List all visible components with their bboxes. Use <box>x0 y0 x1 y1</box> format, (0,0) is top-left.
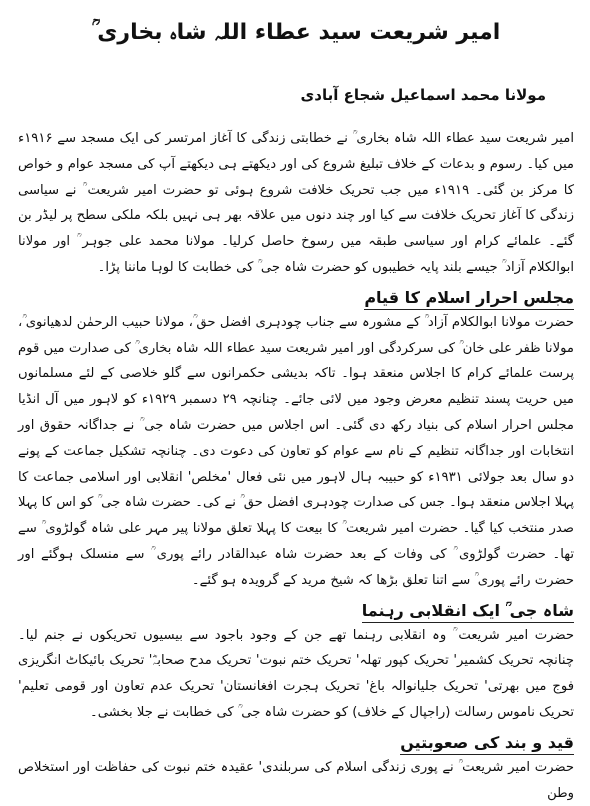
section-heading <box>400 730 574 755</box>
author-name: مولانا محمد اسماعیل شجاع آبادی <box>300 86 546 104</box>
section-paragraph: حضرت امیر شریعت ؒ وہ انقلابی رہنما تھے جن کے وجود باجود سے بیسیوں تحریکوں نے جنم لیا۔ چنانچہ تحریک کشمیر' تحریک کپور تھلہ' تحریک ختم نبوت' تحریک مدح صحابہؓ' تحریک بائیکاٹ انگریزی فوج میں بھرتی' تحریک جلیانوالہ باغ' تحریک ہجرت افغانستان' تحریک عدم تعاون اور قومی تعلیم' تحریک ناموس رسالت (راجپال کے خلاف) کو حضرت شاہ جی ؒ کی خطابت نے جلا بخشی۔ <box>18 627 574 720</box>
section-paragraph: حضرت مولانا ابوالکلام آزاد ؒ کے مشورہ سے جناب چودہری افضل حق ؒ، مولانا حبیب الرحمٰن لدھیانوی ؒ، مولانا ظفر علی خان ؒ کی سرکردگی اور امیر شریعت سید عطاء اللہ شاہ بخاری ؒ کی صدارت میں قوم پرست علمائے کرام کا اجلاس منعقد ہوا۔ تاکہ بدیشی حکمرانوں سے گلو خلاصی کے لئے مسلمانوں میں حریت پسند تنظیم معرض وجود میں لائی جائے۔ چنانچہ ۲۹ دسمبر ۱۹۲۹ء کو لاہور میں آل انڈیا مجلس احرار اسلام کی بنیاد رکھ دی گئی۔ اس اجلاس میں حضرت شاہ جی ؒ نے جداگانہ حقوق اور انتخابات اور جداگانہ تنظیم کے نام سے عوام کو تعاون کی دعوت دی۔ چنانچہ تشکیل جماعت کے پونے دو سال بعد جولائی ۱۹۳۱ء کو حبیبہ ہال لاہور میں نئی فعال 'مخلص' انقلابی اور اسلامی جماعت کا پہلا اجلاس منعقد ہوا۔ جس کی صدارت چودہری افضل حق ؒ نے کی۔ حضرت شاہ جی ؒ کو اس کا پہلا صدر منتخب کیا گیا۔ حضرت امیر شریعت ؒ کا بیعت کا پہلا تعلق مولانا پیر مہر علی شاہ گولڑوی ؒ سے تھا۔ حضرت گولڑوی ؒ کی وفات کے بعد حضرت شاہ عبدالقادر رائے پوری ؒ سے منسلک ہوگئے اور حضرت رائے پوری ؒ سے اتنا تعلق بڑھا کہ شیخ مرید کے گرویدہ ہو گئے۔ <box>18 314 575 588</box>
heading-underline <box>362 622 574 623</box>
section-heading-text: مجلس احرار اسلام کا قیام <box>364 287 574 307</box>
section-heading-text: شاہ جی ؒ ایک انقلابی رہنما <box>361 600 574 620</box>
section-heading <box>362 598 574 623</box>
section-heading-text: قید و بند کی صعوبتیں <box>400 732 574 752</box>
heading-underline <box>364 309 574 310</box>
section-heading-wrap <box>18 726 574 755</box>
section-heading-wrap <box>18 594 574 623</box>
heading-underline <box>400 754 574 755</box>
section-paragraph: حضرت امیر شریعت ؒ نے پوری زندگی اسلام کی سربلندی' عقیدہ ختم نبوت کی حفاظت اور استخلاص وطن <box>18 759 574 801</box>
section-heading <box>364 285 574 310</box>
section-heading-wrap <box>18 281 574 310</box>
article-title: امیر شریعت سید عطاء اللہ شاہ بخاری ؒ <box>91 20 501 45</box>
intro-paragraph: امیر شریعت سید عطاء اللہ شاہ بخاری ؒ نے خطابتی زندگی کا آغاز امرتسر کی ایک مسجد سے ۱۹۱۶ء میں کیا۔ رسوم و بدعات کے خلاف تبلیغ شروع کی اور دیکھتے ہی دیکھتے آپ کی مسجد عوام و خواص کا مرکز بن گئی۔ ۱۹۱۹ء میں جب تحریک خلافت شروع ہوئی تو حضرت امیر شریعت ؒ نے سیاسی زندگی کا آغاز تحریک خلافت سے کیا اور چند دنوں میں علاقہ بھر ہی نہیں بلکہ ملکی سطح پر لیڈر بن گئے۔ علمائے کرام اور سیاسی طبقہ میں رسوخ حاصل کرلیا۔ مولانا محمد علی جوہر ؒ اور مولانا ابوالکلام آزاد ؒ جیسے بلند پایہ خطیبوں کو حضرت شاہ جی ؒ کی خطابت کا لوہا ماننا پڑا۔ <box>18 131 574 275</box>
